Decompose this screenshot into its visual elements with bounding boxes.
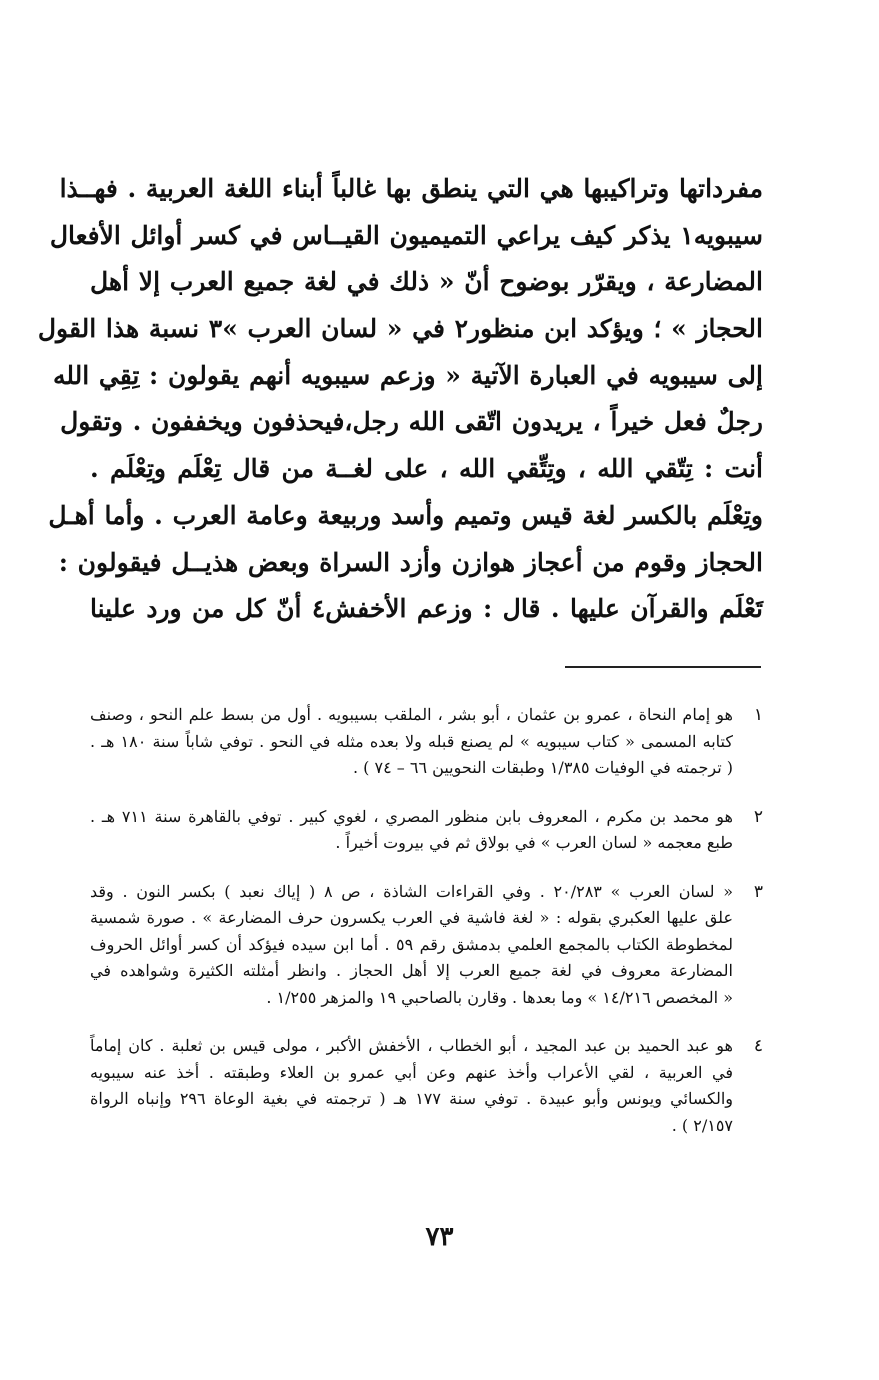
footnote-number: ٣	[753, 881, 763, 902]
footnote-2	[90, 804, 763, 857]
footnote-line: المضارعة معروف في لغة جميع العرب إلا أهل الحجاز . وانظر أمثلته الكثيرة وشواهده في	[90, 961, 733, 980]
footnote-line: « لسان العرب » ٢٠/٢٨٣ . وفي القراءات الشاذة ، ص ٨ ( إياك نعبد ) بكسر النون . وقد	[90, 881, 734, 901]
footnote-number: ٤	[753, 1036, 763, 1056]
footnote-line: هو عبد الحميد بن عبد المجيد ، أبو الخطاب ، الأخفش الأكبر ، مولى قيس بن ثعلبة . كان إماماً	[90, 1036, 733, 1055]
footnote-number: ١	[753, 705, 763, 725]
footnote-line: طبع معجمه « لسان العرب » في بولاق ثم في بيروت أخيراً .	[335, 833, 733, 852]
footnote-3	[90, 879, 763, 1012]
page-number: ٧٣	[425, 1222, 454, 1252]
main-text-line: أنت : تِتّقي الله ، وتِتِّقي الله ، على لغــة من قال تِعْلَم وتِعْلَم .	[90, 454, 763, 484]
footnote-line: والكسائي ويونس وأبو عبيدة . توفي سنة ١٧٧ هـ ( ترجمته في بغية الوعاة ٢٩٦ وإنباه الرواة	[90, 1089, 733, 1108]
main-text-line: مفرداتها وتراكيبها هي التي ينطق بها غالباً أبناء اللغة العربية . فهــذا	[59, 174, 763, 203]
main-text-line: سيبويه١ يذكر كيف يراعي التميميون القيــاس في كسر أوائل الأفعال	[49, 220, 763, 250]
main-text-line: وتِعْلَم بالكسر لغة قيس وتميم وأسد وربيعة وعامة العرب . وأما أهـل	[48, 500, 763, 530]
main-text-line: إلى سيبويه في العبارة الآتية « وزعم سيبويه أنهم يقولون : تِقِي الله	[52, 360, 763, 390]
footnote-line: كتابه المسمى « كتاب سيبويه » لم يصنع قبله ولا بعده مثله في النحو . توفي شاباً سنة ١٨٠ هـ .	[90, 731, 733, 751]
footnote-line: هو محمد بن مكرم ، المعروف بابن منظور المصري ، لغوي كبير . توفي بالقاهرة سنة ٧١١ هـ .	[90, 806, 733, 826]
main-text-line: الحجاز » ؛ ويؤكد ابن منظور٢ في « لسان العرب »٣ نسبة هذا القول	[37, 314, 763, 344]
main-text-line: رجلٌ فعل خيراً ، يريدون اتّقى الله رجل،فيحذفون ويخففون . وتقول	[60, 407, 763, 437]
footnote-line: ( ترجمته في الوفيات ١/٣٨٥ وطبقات النحويين ٦٦ – ٧٤ ) .	[353, 758, 733, 777]
main-text-line: المضارعة ، ويقرّر بوضوح أنّ « ذلك في لغة جميع العرب إلا أهل	[90, 267, 763, 297]
footnote-number: ٢	[753, 806, 763, 827]
footnotes	[90, 702, 763, 1161]
main-text	[37, 166, 763, 633]
footnote-4	[90, 1033, 763, 1139]
footnote-separator	[565, 666, 761, 668]
footnote-line: ٢/١٥٧ ) .	[671, 1115, 733, 1135]
main-text-line: تَعْلَم والقرآن عليها . قال : وزعم الأخفش٤ أنّ كل من ورد علينا	[90, 594, 763, 624]
footnote-1	[90, 702, 763, 782]
main-text-line: الحجاز وقوم من أعجاز هوازن وأزد السراة وبعض هذيــل فيقولون :	[58, 547, 763, 577]
footnote-line: في العربية ، لقي الأعراب وأخذ عنهم وعن أبي عمرو بن العلاء وطبقته . أخذ عنه سيبويه	[90, 1062, 733, 1082]
footnote-line: علق عليها العكبري بقوله : « لغة فاشية في العرب يكسرون حرف المضارعة » . صورة شمسية	[90, 908, 733, 927]
footnote-line: هو إمام النحاة ، عمرو بن عثمان ، أبو بشر ، الملقب بسيبويه . أول من بسط علم النحو ، وصنف	[90, 705, 733, 724]
footnote-line: لمخطوطة الكتاب بالمجمع العلمي بدمشق رقم ٥٩ . أما ابن سيده فيؤكد أن كسر أوائل الحروف	[90, 934, 734, 954]
footnote-line: « المخصص ١٤/٢١٦ » وما بعدها . وقارن بالصاحبي ١٩ والمزهر ١/٢٥٥ .	[266, 987, 733, 1007]
